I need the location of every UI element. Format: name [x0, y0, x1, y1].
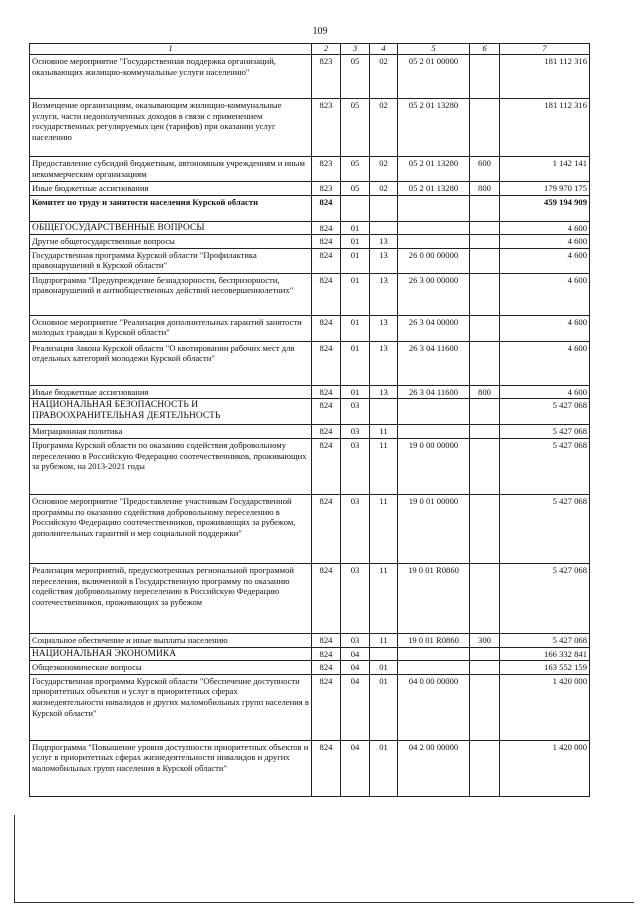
row-code-ministry: 824 [312, 740, 341, 796]
row-code-ministry: 823 [312, 99, 341, 157]
row-code-section: 01 [341, 341, 370, 385]
row-amount: 4 600 [500, 235, 590, 249]
table-row [30, 273, 590, 315]
row-expense-type [470, 647, 500, 661]
row-code-section: 05 [341, 182, 370, 196]
row-code-subsection: 01 [370, 740, 398, 796]
row-code-subsection: 02 [370, 157, 398, 182]
row-amount: 4 600 [500, 221, 590, 235]
page-edge-left [14, 815, 15, 903]
row-target-item: 26 3 04 00000 [398, 315, 470, 341]
row-expense-type: 300 [470, 633, 500, 647]
row-code-subsection: 11 [370, 563, 398, 633]
table-row [30, 248, 590, 273]
table-header-row [30, 44, 590, 55]
row-name: Основное мероприятие "Реализация дополнительных гарантий занятости молодых граждан в Курской области" [30, 315, 312, 341]
row-code-ministry: 824 [312, 438, 341, 494]
row-code-subsection: 13 [370, 315, 398, 341]
table-row [30, 674, 590, 740]
row-expense-type [470, 315, 500, 341]
table-row [30, 425, 590, 439]
row-code-section: 05 [341, 99, 370, 157]
row-name: Государственная программа Курской области "Профилактика правонарушений в Курской области" [30, 248, 312, 273]
row-amount: 4 600 [500, 273, 590, 315]
row-code-subsection: 13 [370, 248, 398, 273]
row-code-section: 05 [341, 55, 370, 99]
row-name: Социальное обеспечение и иные выплаты населению [30, 633, 312, 647]
row-expense-type [470, 494, 500, 563]
page-edge-bottom [14, 902, 634, 903]
row-amount: 166 332 841 [500, 647, 590, 661]
row-code-section [341, 195, 370, 221]
row-code-ministry: 824 [312, 633, 341, 647]
row-name: Комитет по труду и занятости населения Курской области [30, 195, 312, 221]
row-code-subsection: 01 [370, 674, 398, 740]
row-name: ОБЩЕГОСУДАРСТВЕННЫЕ ВОПРОСЫ [30, 221, 312, 235]
budget-table [29, 43, 590, 797]
row-code-section: 03 [341, 563, 370, 633]
row-expense-type [470, 273, 500, 315]
row-code-subsection: 13 [370, 385, 398, 399]
row-expense-type [470, 399, 500, 425]
row-name: Миграционная политика [30, 425, 312, 439]
row-code-section: 04 [341, 647, 370, 661]
row-code-subsection [370, 195, 398, 221]
table-row [30, 563, 590, 633]
row-code-ministry: 823 [312, 157, 341, 182]
row-name: Реализация Закона Курской области "О квотировании рабочих мест для отдельных категорий молодежи Курской области" [30, 341, 312, 385]
row-amount: 5 427 068 [500, 425, 590, 439]
row-code-subsection: 13 [370, 341, 398, 385]
row-target-item: 26 3 00 00000 [398, 273, 470, 315]
row-amount: 163 552 159 [500, 661, 590, 675]
row-name: Подпрограмма "Повышение уровня доступности приоритетных объектов и услуг в приоритетных сферах жизнедеятельности инвалидов и других маломобильных групп населения в Курской области" [30, 740, 312, 796]
row-amount: 5 427 068 [500, 494, 590, 563]
row-code-subsection [370, 221, 398, 235]
table-row [30, 315, 590, 341]
row-code-section: 03 [341, 438, 370, 494]
row-name: Возмещение организациям, оказывающим жилищно-коммунальные услуги, части недополученных доходов в связи с применением государственных регулируемых цен (тарифов) при оказании услуг населению [30, 99, 312, 157]
row-expense-type [470, 195, 500, 221]
row-expense-type [470, 55, 500, 99]
table-row [30, 157, 590, 182]
header-cell: 7 [500, 44, 590, 55]
row-code-ministry: 824 [312, 195, 341, 221]
row-target-item: 05 2 01 13280 [398, 99, 470, 157]
row-target-item: 26 3 04 11600 [398, 341, 470, 385]
row-target-item: 19 0 01 00000 [398, 494, 470, 563]
row-amount: 4 600 [500, 385, 590, 399]
row-code-section: 03 [341, 494, 370, 563]
row-code-ministry: 824 [312, 341, 341, 385]
row-name: Предоставление субсидий бюджетным, автономным учреждениям и иным некоммерческим организациям [30, 157, 312, 182]
row-expense-type [470, 99, 500, 157]
row-code-ministry: 824 [312, 221, 341, 235]
row-code-ministry: 824 [312, 399, 341, 425]
header-cell: 4 [370, 44, 398, 55]
row-target-item [398, 195, 470, 221]
row-code-ministry: 824 [312, 273, 341, 315]
row-code-ministry: 824 [312, 385, 341, 399]
row-expense-type [470, 740, 500, 796]
row-name: Основное мероприятие "Предоставление участникам Государственной программы по оказанию содействия добровольному переселению в Российскую Федерацию соотечественников, проживающих за рубежом, дополнительных гарантий и мер социальной поддержки" [30, 494, 312, 563]
row-code-ministry: 824 [312, 563, 341, 633]
row-code-ministry: 824 [312, 235, 341, 249]
row-target-item: 05 2 01 00000 [398, 55, 470, 99]
row-name: Основное мероприятие "Государственная поддержка организаций, оказывающих жилищно-коммунальные услуги населению" [30, 55, 312, 99]
row-code-section: 04 [341, 674, 370, 740]
row-code-section: 01 [341, 221, 370, 235]
header-cell: 1 [30, 44, 312, 55]
row-code-subsection [370, 399, 398, 425]
row-name: НАЦИОНАЛЬНАЯ ЭКОНОМИКА [30, 647, 312, 661]
row-expense-type [470, 248, 500, 273]
row-code-section: 01 [341, 315, 370, 341]
row-target-item [398, 399, 470, 425]
row-code-ministry: 824 [312, 425, 341, 439]
row-target-item [398, 647, 470, 661]
row-code-subsection: 02 [370, 99, 398, 157]
row-code-subsection [370, 647, 398, 661]
row-expense-type [470, 341, 500, 385]
row-code-section: 01 [341, 235, 370, 249]
row-name: НАЦИОНАЛЬНАЯ БЕЗОПАСНОСТЬ И ПРАВООХРАНИТЕЛЬНАЯ ДЕЯТЕЛЬНОСТЬ [30, 399, 312, 425]
row-expense-type [470, 235, 500, 249]
row-target-item: 04 2 00 00000 [398, 740, 470, 796]
row-name: Другие общегосударственные вопросы [30, 235, 312, 249]
row-target-item [398, 661, 470, 675]
row-expense-type [470, 563, 500, 633]
row-expense-type [470, 221, 500, 235]
page-number: 109 [312, 26, 328, 37]
table-row [30, 182, 590, 196]
row-code-ministry: 824 [312, 647, 341, 661]
row-amount: 4 600 [500, 248, 590, 273]
row-code-subsection: 13 [370, 273, 398, 315]
row-target-item: 05 2 01 13280 [398, 182, 470, 196]
table-row [30, 221, 590, 235]
row-code-ministry: 824 [312, 248, 341, 273]
row-code-subsection: 11 [370, 425, 398, 439]
row-code-section: 03 [341, 633, 370, 647]
row-amount: 1 142 141 [500, 157, 590, 182]
row-target-item [398, 425, 470, 439]
table-row [30, 235, 590, 249]
row-amount: 181 112 316 [500, 99, 590, 157]
row-code-ministry: 824 [312, 674, 341, 740]
row-expense-type: 800 [470, 182, 500, 196]
header-cell: 5 [398, 44, 470, 55]
row-expense-type [470, 674, 500, 740]
row-code-section: 03 [341, 425, 370, 439]
row-code-section: 01 [341, 248, 370, 273]
table-row [30, 99, 590, 157]
row-code-ministry: 824 [312, 494, 341, 563]
row-amount: 5 427 068 [500, 438, 590, 494]
row-code-ministry: 823 [312, 55, 341, 99]
header-cell: 6 [470, 44, 500, 55]
row-name: Общеэкономические вопросы [30, 661, 312, 675]
row-expense-type: 600 [470, 157, 500, 182]
row-amount: 1 420 000 [500, 674, 590, 740]
row-code-section: 05 [341, 157, 370, 182]
row-target-item [398, 235, 470, 249]
row-amount: 1 420 000 [500, 740, 590, 796]
row-name: Иные бюджетные ассигнования [30, 182, 312, 196]
row-code-section: 03 [341, 399, 370, 425]
row-code-ministry: 823 [312, 182, 341, 196]
table-row [30, 438, 590, 494]
header-cell: 3 [341, 44, 370, 55]
row-amount: 4 600 [500, 315, 590, 341]
table-row [30, 385, 590, 399]
row-code-section: 01 [341, 273, 370, 315]
row-target-item: 19 0 01 R0860 [398, 563, 470, 633]
row-expense-type [470, 425, 500, 439]
row-code-subsection: 02 [370, 55, 398, 99]
row-code-subsection: 13 [370, 235, 398, 249]
row-code-subsection: 01 [370, 661, 398, 675]
table-row [30, 494, 590, 563]
table-row [30, 647, 590, 661]
row-code-subsection: 11 [370, 633, 398, 647]
row-name: Подпрограмма "Предупреждение безнадзорности, беспризорности, правонарушений и антиобщественных действий несовершеннолетних" [30, 273, 312, 315]
row-code-section: 04 [341, 740, 370, 796]
row-target-item: 19 0 00 00000 [398, 438, 470, 494]
row-amount: 459 194 909 [500, 195, 590, 221]
row-expense-type [470, 661, 500, 675]
row-expense-type: 800 [470, 385, 500, 399]
row-code-ministry: 824 [312, 315, 341, 341]
row-amount: 179 970 175 [500, 182, 590, 196]
row-code-subsection: 11 [370, 494, 398, 563]
row-expense-type [470, 438, 500, 494]
table-row [30, 661, 590, 675]
row-code-subsection: 11 [370, 438, 398, 494]
table-row [30, 633, 590, 647]
row-target-item: 26 3 04 11600 [398, 385, 470, 399]
row-amount: 5 427 068 [500, 633, 590, 647]
row-code-section: 01 [341, 385, 370, 399]
table-row [30, 740, 590, 796]
row-code-section: 04 [341, 661, 370, 675]
row-target-item [398, 221, 470, 235]
row-amount: 5 427 068 [500, 399, 590, 425]
row-amount: 181 112 316 [500, 55, 590, 99]
row-name: Реализация мероприятий, предусмотренных региональной программой переселения, включенной в Государственную программу по оказанию содействия добровольному переселению в Российскую Федерацию соотечественников, проживающих за рубежом [30, 563, 312, 633]
row-code-subsection: 02 [370, 182, 398, 196]
row-code-ministry: 824 [312, 661, 341, 675]
table-row [30, 55, 590, 99]
row-name: Иные бюджетные ассигнования [30, 385, 312, 399]
row-name: Программа Курской области по оказанию содействия добровольному переселению в Российскую Федерацию соотечественников, проживающих за рубежом, на 2013-2021 годы [30, 438, 312, 494]
row-amount: 5 427 068 [500, 563, 590, 633]
row-target-item: 19 0 01 R0860 [398, 633, 470, 647]
row-amount: 4 600 [500, 341, 590, 385]
row-target-item: 26 0 00 00000 [398, 248, 470, 273]
row-target-item: 05 2 01 13280 [398, 157, 470, 182]
table-row [30, 399, 590, 425]
header-cell: 2 [312, 44, 341, 55]
row-target-item: 04 0 00 00000 [398, 674, 470, 740]
row-name: Государственная программа Курской области "Обеспечение доступности приоритетных объектов и услуг в приоритетных сферах жизнедеятельности инвалидов и других маломобильных групп населения в Курской области" [30, 674, 312, 740]
table-row [30, 195, 590, 221]
table-row [30, 341, 590, 385]
